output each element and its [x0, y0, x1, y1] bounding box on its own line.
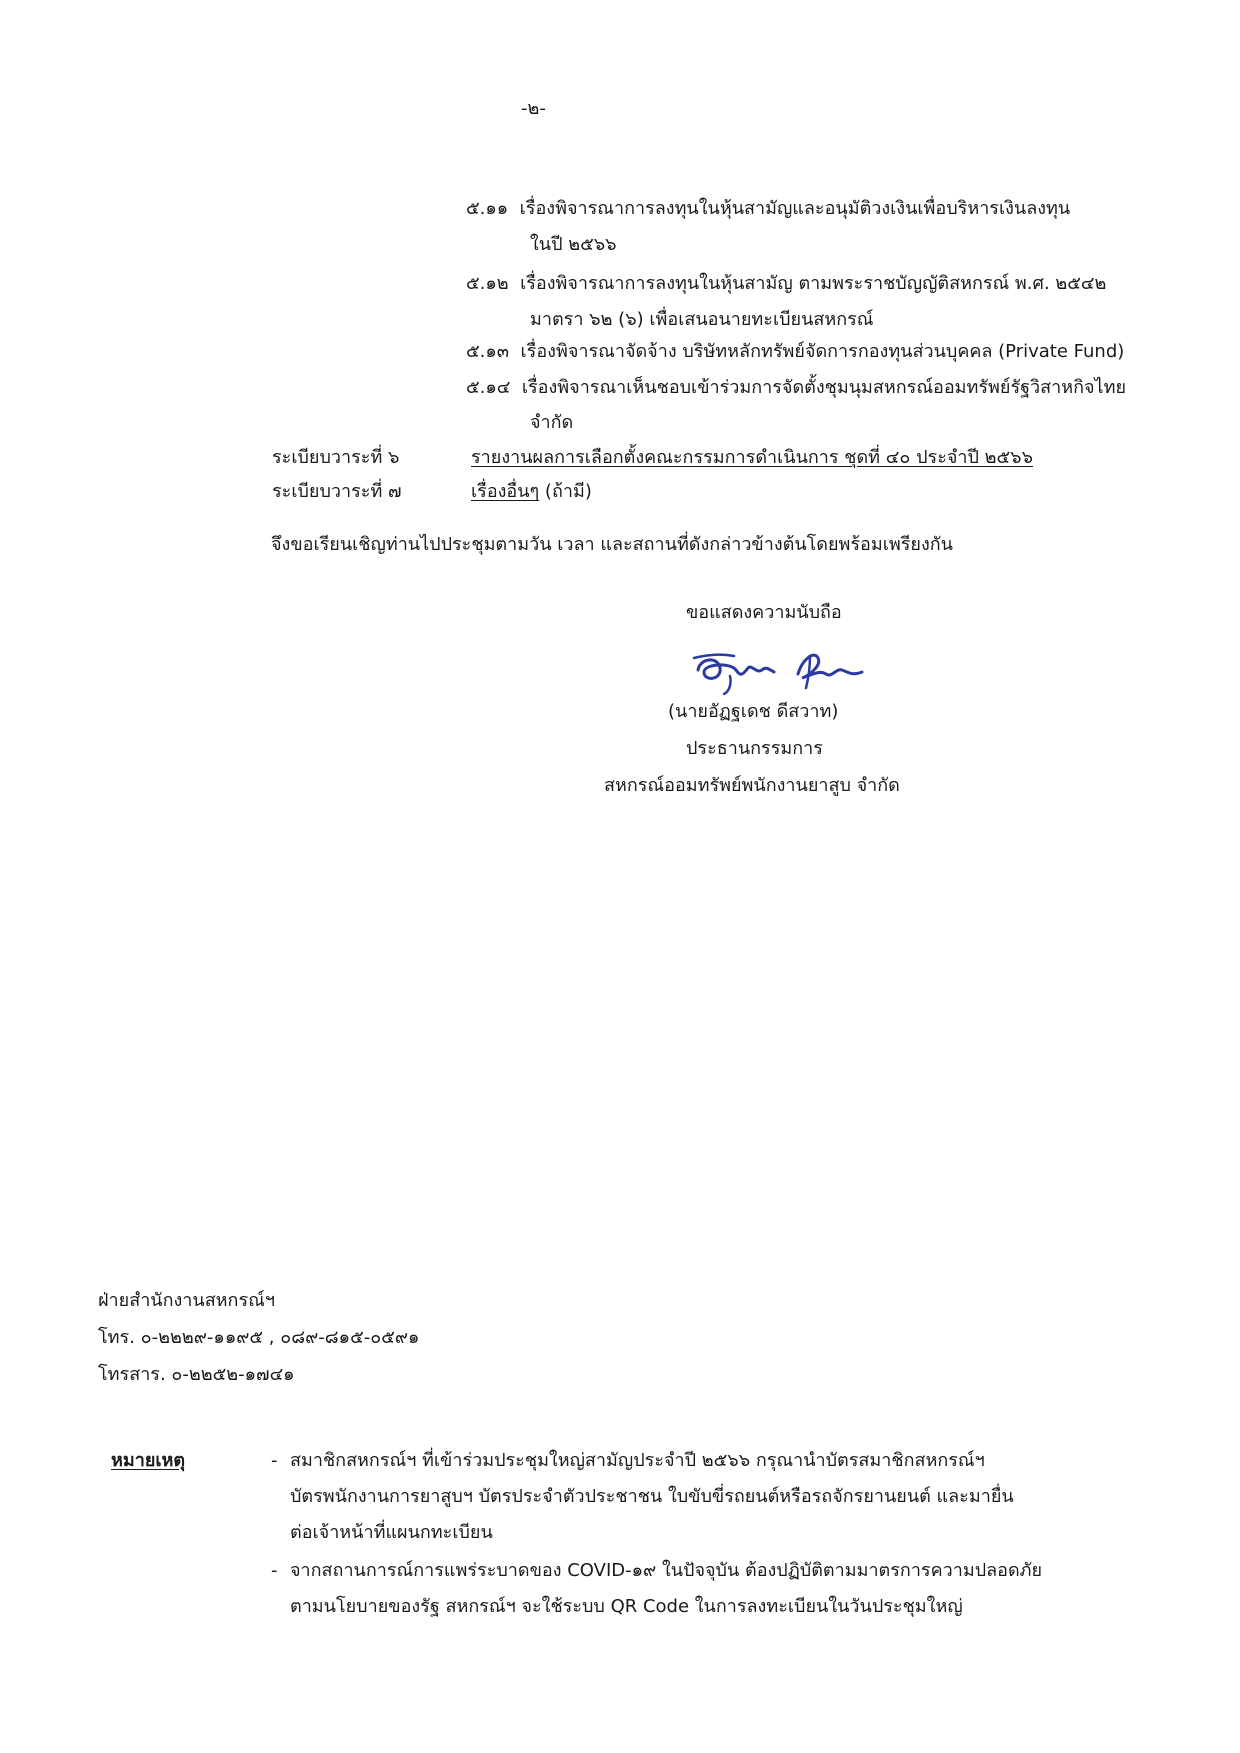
- agenda-6-label: ระเบียบวาระที่ ๖: [272, 447, 400, 468]
- agenda-item-5-11-cont: ในปี ๒๕๖๖: [530, 234, 617, 255]
- agenda-item-5-12-cont: มาตรา ๖๒ (๖) เพื่อเสนอนายทะเบียนสหกรณ์: [530, 309, 874, 330]
- agenda-7-underlined: เรื่องอื่นๆ: [471, 481, 540, 502]
- agenda-item-text: เรื่องพิจารณาการลงทุนในหุ้นสามัญ ตามพระราชบัญญัติสหกรณ์ พ.ศ. ๒๕๔๒: [520, 273, 1107, 294]
- signatory-name: (นายอัฏฐเดช ดีสวาท): [668, 701, 839, 722]
- agenda-item-5-13: [466, 341, 1124, 363]
- agenda-item-5-11: [466, 198, 1070, 220]
- note-2-line-2: ตามนโยบายของรัฐ สหกรณ์ฯ จะใช้ระบบ QR Code ในการลงทะเบียนในวันประชุมใหญ่: [290, 1596, 963, 1617]
- page-number: -๒-: [521, 98, 546, 119]
- agenda-7-label: ระเบียบวาระที่ ๗: [272, 481, 402, 502]
- agenda-item-text: เรื่องพิจารณาการลงทุนในหุ้นสามัญและอนุมัติวงเงินเพื่อบริหารเงินลงทุน: [519, 198, 1071, 219]
- notes-label: หมายเหตุ: [111, 1450, 186, 1471]
- agenda-item-number: ๕.๑๔: [466, 377, 511, 398]
- invitation-text: จึงขอเรียนเชิญท่านไปประชุมตามวัน เวลา และสถานที่ดังกล่าวข้างต้นโดยพร้อมเพรียงกัน: [271, 534, 953, 555]
- note-bullet-2: -: [271, 1560, 278, 1581]
- signature-closing: ขอแสดงความนับถือ: [686, 602, 842, 623]
- agenda-item-number: ๕.๑๒: [466, 273, 509, 294]
- note-1-line-3: ต่อเจ้าหน้าที่แผนกทะเบียน: [290, 1522, 493, 1543]
- note-1-line-1: สมาชิกสหกรณ์ฯ ที่เข้าร่วมประชุมใหญ่สามัญประจำปี ๒๕๖๖ กรุณานำบัตรสมาชิกสหกรณ์ฯ: [290, 1450, 985, 1471]
- note-2-line-1: จากสถานการณ์การแพร่ระบาดของ COVID-๑๙ ในปัจจุบัน ต้องปฏิบัติตามมาตรการความปลอดภัย: [290, 1560, 1043, 1581]
- handwritten-signature: [690, 640, 870, 700]
- note-bullet-1: -: [271, 1450, 278, 1471]
- signatory-organization: สหกรณ์ออมทรัพย์พนักงานยาสูบ จำกัด: [604, 775, 900, 796]
- contact-fax: โทรสาร. ๐-๒๒๕๒-๑๗๔๑: [98, 1364, 295, 1385]
- signatory-position: ประธานกรรมการ: [686, 738, 823, 759]
- note-1-line-2: บัตรพนักงานการยาสูบฯ บัตรประจำตัวประชาชน ใบขับขี่รถยนต์หรือรถจักรยานยนต์ และมายื่น: [290, 1486, 1014, 1507]
- agenda-item-text: เรื่องพิจารณาเห็นชอบเข้าร่วมการจัดตั้งชุมนุมสหกรณ์ออมทรัพย์รัฐวิสาหกิจไทย: [521, 377, 1127, 398]
- agenda-item-5-12: [466, 273, 1106, 295]
- agenda-item-number: ๕.๑๑: [466, 198, 509, 219]
- agenda-7-rest: (ถ้ามี): [539, 481, 592, 502]
- agenda-item-text: เรื่องพิจารณาจัดจ้าง บริษัทหลักทรัพย์จัดการกองทุนส่วนบุคคล (Private Fund): [520, 341, 1125, 362]
- agenda-7-text: [471, 481, 592, 503]
- agenda-item-number: ๕.๑๓: [466, 341, 510, 362]
- agenda-6-text: รายงานผลการเลือกตั้งคณะกรรมการดำเนินการ ชุดที่ ๔๐ ประจำปี ๒๕๖๖: [471, 447, 1034, 468]
- agenda-item-5-14: [466, 377, 1126, 399]
- contact-phone: โทร. ๐-๒๒๒๙-๑๑๙๕ , ๐๘๙-๘๑๕-๐๕๙๑: [98, 1327, 420, 1348]
- agenda-item-5-14-cont: จำกัด: [530, 412, 574, 433]
- contact-department: ฝ่ายสำนักงานสหกรณ์ฯ: [98, 1290, 275, 1311]
